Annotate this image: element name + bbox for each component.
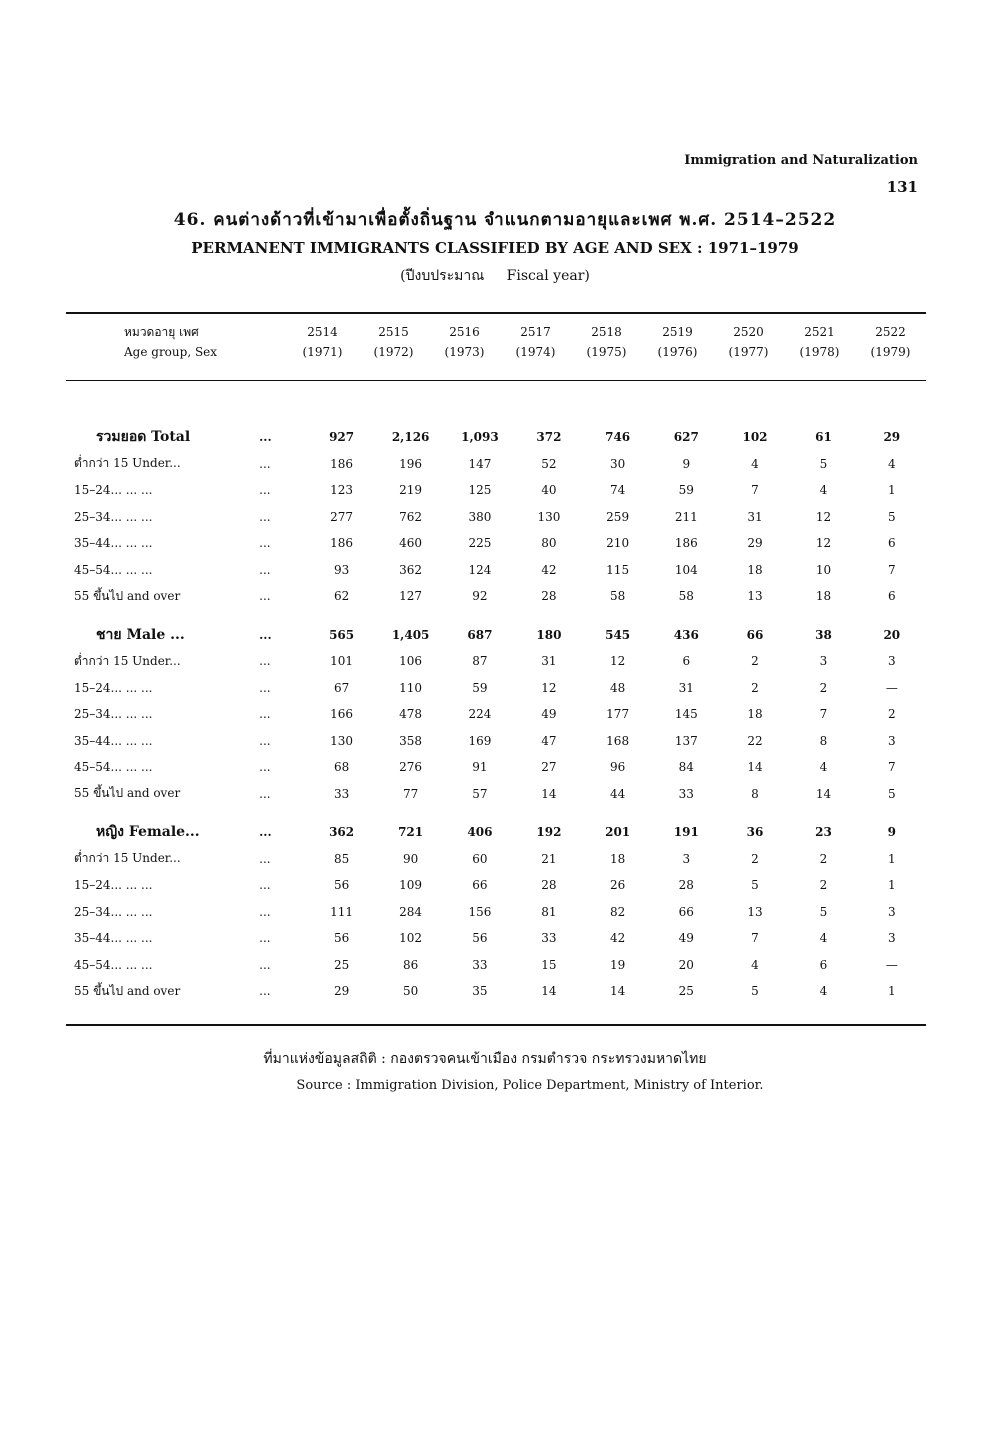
cell-value: 14 [609,984,626,999]
year-ce: (1976) [657,345,698,359]
cell-value: 358 [399,733,423,748]
cell-value: 137 [674,733,698,748]
cell-value: 59 [472,680,488,695]
cell-value: 7 [751,483,759,498]
cell-value: 762 [399,509,423,524]
row-leader-dots: ... [259,984,271,999]
row-leader-dots: ... [259,589,271,604]
cell-value: 130 [537,509,561,524]
page-number: 131 [886,178,918,196]
row-label: 45–54... ... ... [74,760,153,775]
cell-value: 28 [678,878,694,893]
english-title: PERMANENT IMMIGRANTS CLASSIFIED BY AGE AND SEX : 1971–1979 [191,239,799,257]
cell-value: 6 [682,654,691,669]
table-row [66,728,926,755]
cell-value: 2 [887,707,896,722]
cell-value: 18 [747,562,763,577]
cell-value: 86 [402,957,419,972]
row-label: หญิง Female... [96,824,200,841]
cell-value: 4 [819,760,828,775]
cell-value: 406 [467,825,493,840]
cell-value: 29 [883,430,901,445]
year-be: 2518 [591,325,622,339]
cell-value: 168 [606,733,630,748]
table-row [66,451,926,478]
cell-value: 277 [330,509,354,524]
cell-value: 478 [399,707,423,722]
cell-value: 627 [673,430,699,445]
cell-value: 12 [815,536,832,551]
cell-value: 82 [609,904,626,919]
cell-value: 56 [333,931,350,946]
cell-value: 2 [819,851,828,866]
table-row [66,701,926,728]
row-leader-dots: ... [259,654,271,669]
cell-value: 90 [402,851,419,866]
cell-value: 123 [330,483,354,498]
cell-value: 186 [330,456,354,471]
row-leader-dots: ... [259,733,271,748]
row-label: 35–44... ... ... [74,536,153,551]
cell-value: 91 [472,760,488,775]
row-leader-dots: ... [259,931,271,946]
cell-value: 687 [467,627,493,642]
cell-value: 19 [609,957,626,972]
source-note [0,1048,990,1093]
cell-value: 169 [468,733,492,748]
cell-value: 42 [609,931,626,946]
row-label: ต่ำกว่า 15 Under... [74,456,181,471]
cell-value: 96 [609,760,626,775]
cell-value: 66 [472,878,488,893]
cell-value: 1 [887,483,896,498]
cell-value: 210 [606,536,630,551]
cell-value: 186 [674,536,698,551]
fiscal-year-note-thai: (ปีงบประมาณ [400,268,485,284]
cell-value: 3 [887,733,896,748]
cell-value: 68 [333,760,350,775]
cell-value: 4 [819,931,828,946]
cell-value: 102 [399,931,423,946]
cell-value: 13 [747,589,763,604]
row-leader-dots: ... [259,680,271,695]
cell-value: 7 [887,760,896,775]
table-row [66,648,926,675]
cell-value: 62 [333,589,350,604]
table-row [66,899,926,926]
cell-value: 5 [887,786,896,801]
cell-value: 124 [468,562,492,577]
row-label: รวมยอด Total [96,429,191,446]
row-leader-dots: ... [259,627,272,642]
cell-value: — [885,680,898,695]
header-bottom-rule [66,380,926,381]
cell-value: 201 [605,825,631,840]
cell-value: 1 [887,984,896,999]
year-ce: (1975) [586,345,627,359]
row-label: 55 ขึ้นไป and over [74,983,181,998]
cell-value: 1,405 [391,627,430,642]
cell-value: 927 [329,430,355,445]
cell-value: 20 [883,627,901,642]
cell-value: 20 [678,957,694,972]
table-row [66,846,926,873]
table-body [66,424,926,1005]
cell-value: 93 [333,562,350,577]
cell-value: 4 [887,456,896,471]
row-label: 35–44... ... ... [74,931,153,946]
cell-value: 33 [541,931,557,946]
year-ce: (1978) [799,345,840,359]
cell-value: 12 [815,509,832,524]
stub-header-thai: หมวดอายุ เพศ [124,325,199,339]
cell-value: 22 [747,733,763,748]
row-leader-dots: ... [259,430,272,445]
year-be: 2519 [662,325,693,339]
cell-value: 40 [541,483,557,498]
source-thai: ที่มาแห่งข้อมูลสถิติ : กองตรวจคนเข้าเมือง กรมตำรวจ กระทรวงมหาดไทย [263,1051,707,1067]
cell-value: 362 [399,562,423,577]
cell-value: 33 [333,786,350,801]
year-ce: (1974) [515,345,556,359]
cell-value: 5 [751,878,759,893]
cell-value: 4 [819,483,828,498]
table-row [66,557,926,584]
cell-value: 25 [333,957,350,972]
table-row [66,925,926,952]
cell-value: 28 [541,878,557,893]
table-row [66,675,926,702]
cell-value: 74 [609,483,626,498]
cell-value: 49 [678,931,694,946]
cell-value: 746 [605,430,631,445]
row-label: 45–54... ... ... [74,562,153,577]
cell-value: 372 [536,430,562,445]
cell-value: 8 [751,786,759,801]
cell-value: 13 [747,904,763,919]
cell-value: 3 [819,654,828,669]
cell-value: 38 [815,627,832,642]
table-row [66,978,926,1005]
cell-value: 4 [751,957,759,972]
cell-value: 18 [609,851,626,866]
table-row [66,504,926,531]
cell-value: 7 [751,931,759,946]
cell-value: 721 [398,825,424,840]
year-ce: (1977) [728,345,769,359]
cell-value: 59 [678,483,694,498]
row-label: ต่ำกว่า 15 Under... [74,851,181,866]
table-row [66,952,926,979]
cell-value: 9 [887,825,896,840]
row-label: 25–34... ... ... [74,509,153,524]
year-be: 2517 [520,325,551,339]
cell-value: 5 [819,904,828,919]
cell-value: 36 [746,825,764,840]
cell-value: 18 [747,707,763,722]
cell-value: 28 [541,589,557,604]
row-leader-dots: ... [259,786,271,801]
cell-value: 56 [472,931,488,946]
cell-value: 3 [887,904,896,919]
cell-value: 66 [746,627,764,642]
cell-value: 30 [609,456,626,471]
table-bottom-rule [66,1024,926,1026]
cell-value: 156 [468,904,492,919]
cell-value: 14 [541,984,557,999]
cell-value: 8 [819,733,828,748]
cell-value: 35 [472,984,488,999]
source-english: Source : Immigration Division, Police Department, Ministry of Interior. [296,1078,764,1093]
row-leader-dots: ... [259,825,272,840]
cell-value: 14 [541,786,557,801]
cell-value: 21 [541,851,557,866]
cell-value: — [885,957,898,972]
cell-value: 2 [819,878,828,893]
cell-value: 147 [468,456,492,471]
cell-value: 9 [682,456,691,471]
group-total-row [66,819,926,846]
table-row [66,872,926,899]
cell-value: 77 [402,786,419,801]
year-ce: (1972) [373,345,414,359]
cell-value: 1 [887,878,896,893]
section-gap [66,807,926,819]
row-label: 25–34... ... ... [74,707,153,722]
thai-title: 46. คนต่างด้าวที่เข้ามาเพื่อตั้งถิ่นฐาน จำแนกตามอายุและเพศ พ.ศ. 2514–2522 [173,210,837,230]
cell-value: 436 [673,627,699,642]
year-be: 2521 [804,325,835,339]
cell-value: 31 [678,680,694,695]
cell-value: 101 [330,654,354,669]
cell-value: 2 [751,654,759,669]
title-block [0,206,990,287]
cell-value: 87 [472,654,488,669]
cell-value: 47 [541,733,557,748]
cell-value: 56 [333,878,350,893]
cell-value: 109 [399,878,423,893]
cell-value: 14 [747,760,763,775]
cell-value: 57 [472,786,488,801]
cell-value: 219 [399,483,423,498]
cell-value: 3 [682,851,691,866]
row-label: 55 ขึ้นไป and over [74,786,181,801]
cell-value: 23 [815,825,832,840]
cell-value: 276 [399,760,423,775]
cell-value: 61 [815,430,832,445]
cell-value: 196 [399,456,423,471]
cell-value: 14 [815,786,832,801]
cell-value: 26 [609,878,626,893]
cell-value: 67 [333,680,350,695]
year-be: 2520 [733,325,764,339]
cell-value: 7 [887,562,896,577]
cell-value: 545 [605,627,631,642]
section-gap [66,610,926,622]
row-leader-dots: ... [259,562,271,577]
cell-value: 106 [399,654,423,669]
cell-value: 66 [678,904,694,919]
row-label: 45–54... ... ... [74,957,153,972]
cell-value: 145 [674,707,698,722]
year-be: 2516 [449,325,480,339]
table-row [66,754,926,781]
cell-value: 115 [606,562,630,577]
table-row [66,583,926,610]
row-leader-dots: ... [259,483,271,498]
cell-value: 125 [468,483,492,498]
row-leader-dots: ... [259,536,271,551]
cell-value: 58 [609,589,626,604]
cell-value: 3 [887,654,896,669]
row-label: ชาย Male ... [96,626,185,643]
cell-value: 362 [329,825,355,840]
row-leader-dots: ... [259,456,271,471]
cell-value: 2,126 [391,430,430,445]
cell-value: 460 [399,536,423,551]
header-row-be [66,322,926,342]
cell-value: 18 [815,589,832,604]
running-head: Immigration and Naturalization [684,153,918,168]
cell-value: 211 [674,509,698,524]
stub-header-english: Age group, Sex [124,345,218,359]
table-row [66,477,926,504]
row-label: 15–24... ... ... [74,878,153,893]
fiscal-year-note [0,265,990,287]
year-be: 2515 [378,325,409,339]
year-ce: (1979) [870,345,911,359]
row-label: ต่ำกว่า 15 Under... [74,653,181,668]
cell-value: 92 [472,589,488,604]
cell-value: 81 [541,904,557,919]
year-be: 2522 [875,325,906,339]
table-header [66,322,926,362]
cell-value: 110 [399,680,423,695]
row-label: 15–24... ... ... [74,680,153,695]
row-leader-dots: ... [259,509,271,524]
cell-value: 10 [815,562,832,577]
cell-value: 7 [819,707,828,722]
cell-value: 180 [536,627,562,642]
cell-value: 29 [333,984,350,999]
row-label: 15–24... ... ... [74,483,153,498]
cell-value: 6 [819,957,828,972]
cell-value: 48 [609,680,626,695]
cell-value: 25 [678,984,694,999]
cell-value: 127 [399,589,423,604]
group-total-row [66,622,926,649]
cell-value: 58 [678,589,694,604]
year-ce: (1973) [444,345,485,359]
cell-value: 4 [819,984,828,999]
cell-value: 225 [468,536,492,551]
cell-value: 2 [751,680,759,695]
table-row [66,530,926,557]
row-leader-dots: ... [259,707,271,722]
cell-value: 380 [468,509,492,524]
cell-value: 60 [472,851,488,866]
cell-value: 130 [330,733,354,748]
cell-value: 1 [887,851,896,866]
table-row [66,781,926,808]
cell-value: 111 [330,904,354,919]
cell-value: 49 [541,707,557,722]
cell-value: 2 [751,851,759,866]
cell-value: 565 [329,627,355,642]
cell-value: 33 [472,957,488,972]
row-leader-dots: ... [259,904,271,919]
cell-value: 85 [333,851,350,866]
cell-value: 166 [330,707,354,722]
cell-value: 31 [541,654,557,669]
header-row-ce [66,342,926,362]
cell-value: 2 [819,680,828,695]
year-be: 2514 [307,325,338,339]
cell-value: 192 [536,825,562,840]
cell-value: 5 [751,984,759,999]
cell-value: 50 [402,984,419,999]
cell-value: 5 [887,509,896,524]
cell-value: 6 [887,536,896,551]
row-label: 35–44... ... ... [74,733,153,748]
row-leader-dots: ... [259,957,271,972]
cell-value: 3 [887,931,896,946]
cell-value: 84 [678,760,694,775]
cell-value: 12 [541,680,557,695]
cell-value: 52 [541,456,557,471]
cell-value: 104 [674,562,698,577]
group-total-row [66,424,926,451]
row-leader-dots: ... [259,760,271,775]
row-label: 25–34... ... ... [74,904,153,919]
cell-value: 1,093 [461,430,499,445]
cell-value: 186 [330,536,354,551]
cell-value: 191 [673,825,699,840]
cell-value: 177 [606,707,630,722]
year-ce: (1971) [302,345,343,359]
cell-value: 6 [887,589,896,604]
cell-value: 102 [742,430,768,445]
cell-value: 80 [541,536,557,551]
cell-value: 33 [678,786,694,801]
cell-value: 4 [751,456,759,471]
cell-value: 27 [541,760,557,775]
cell-value: 44 [609,786,626,801]
table-top-rule [66,312,926,314]
cell-value: 284 [399,904,423,919]
row-label: 55 ขึ้นไป and over [74,588,181,603]
row-leader-dots: ... [259,851,271,866]
cell-value: 224 [468,707,492,722]
cell-value: 31 [747,509,763,524]
cell-value: 5 [819,456,828,471]
cell-value: 42 [541,562,557,577]
fiscal-year-note-english: Fiscal year) [506,268,590,284]
cell-value: 259 [606,509,630,524]
cell-value: 29 [747,536,763,551]
row-leader-dots: ... [259,878,271,893]
cell-value: 15 [541,957,557,972]
cell-value: 12 [609,654,626,669]
